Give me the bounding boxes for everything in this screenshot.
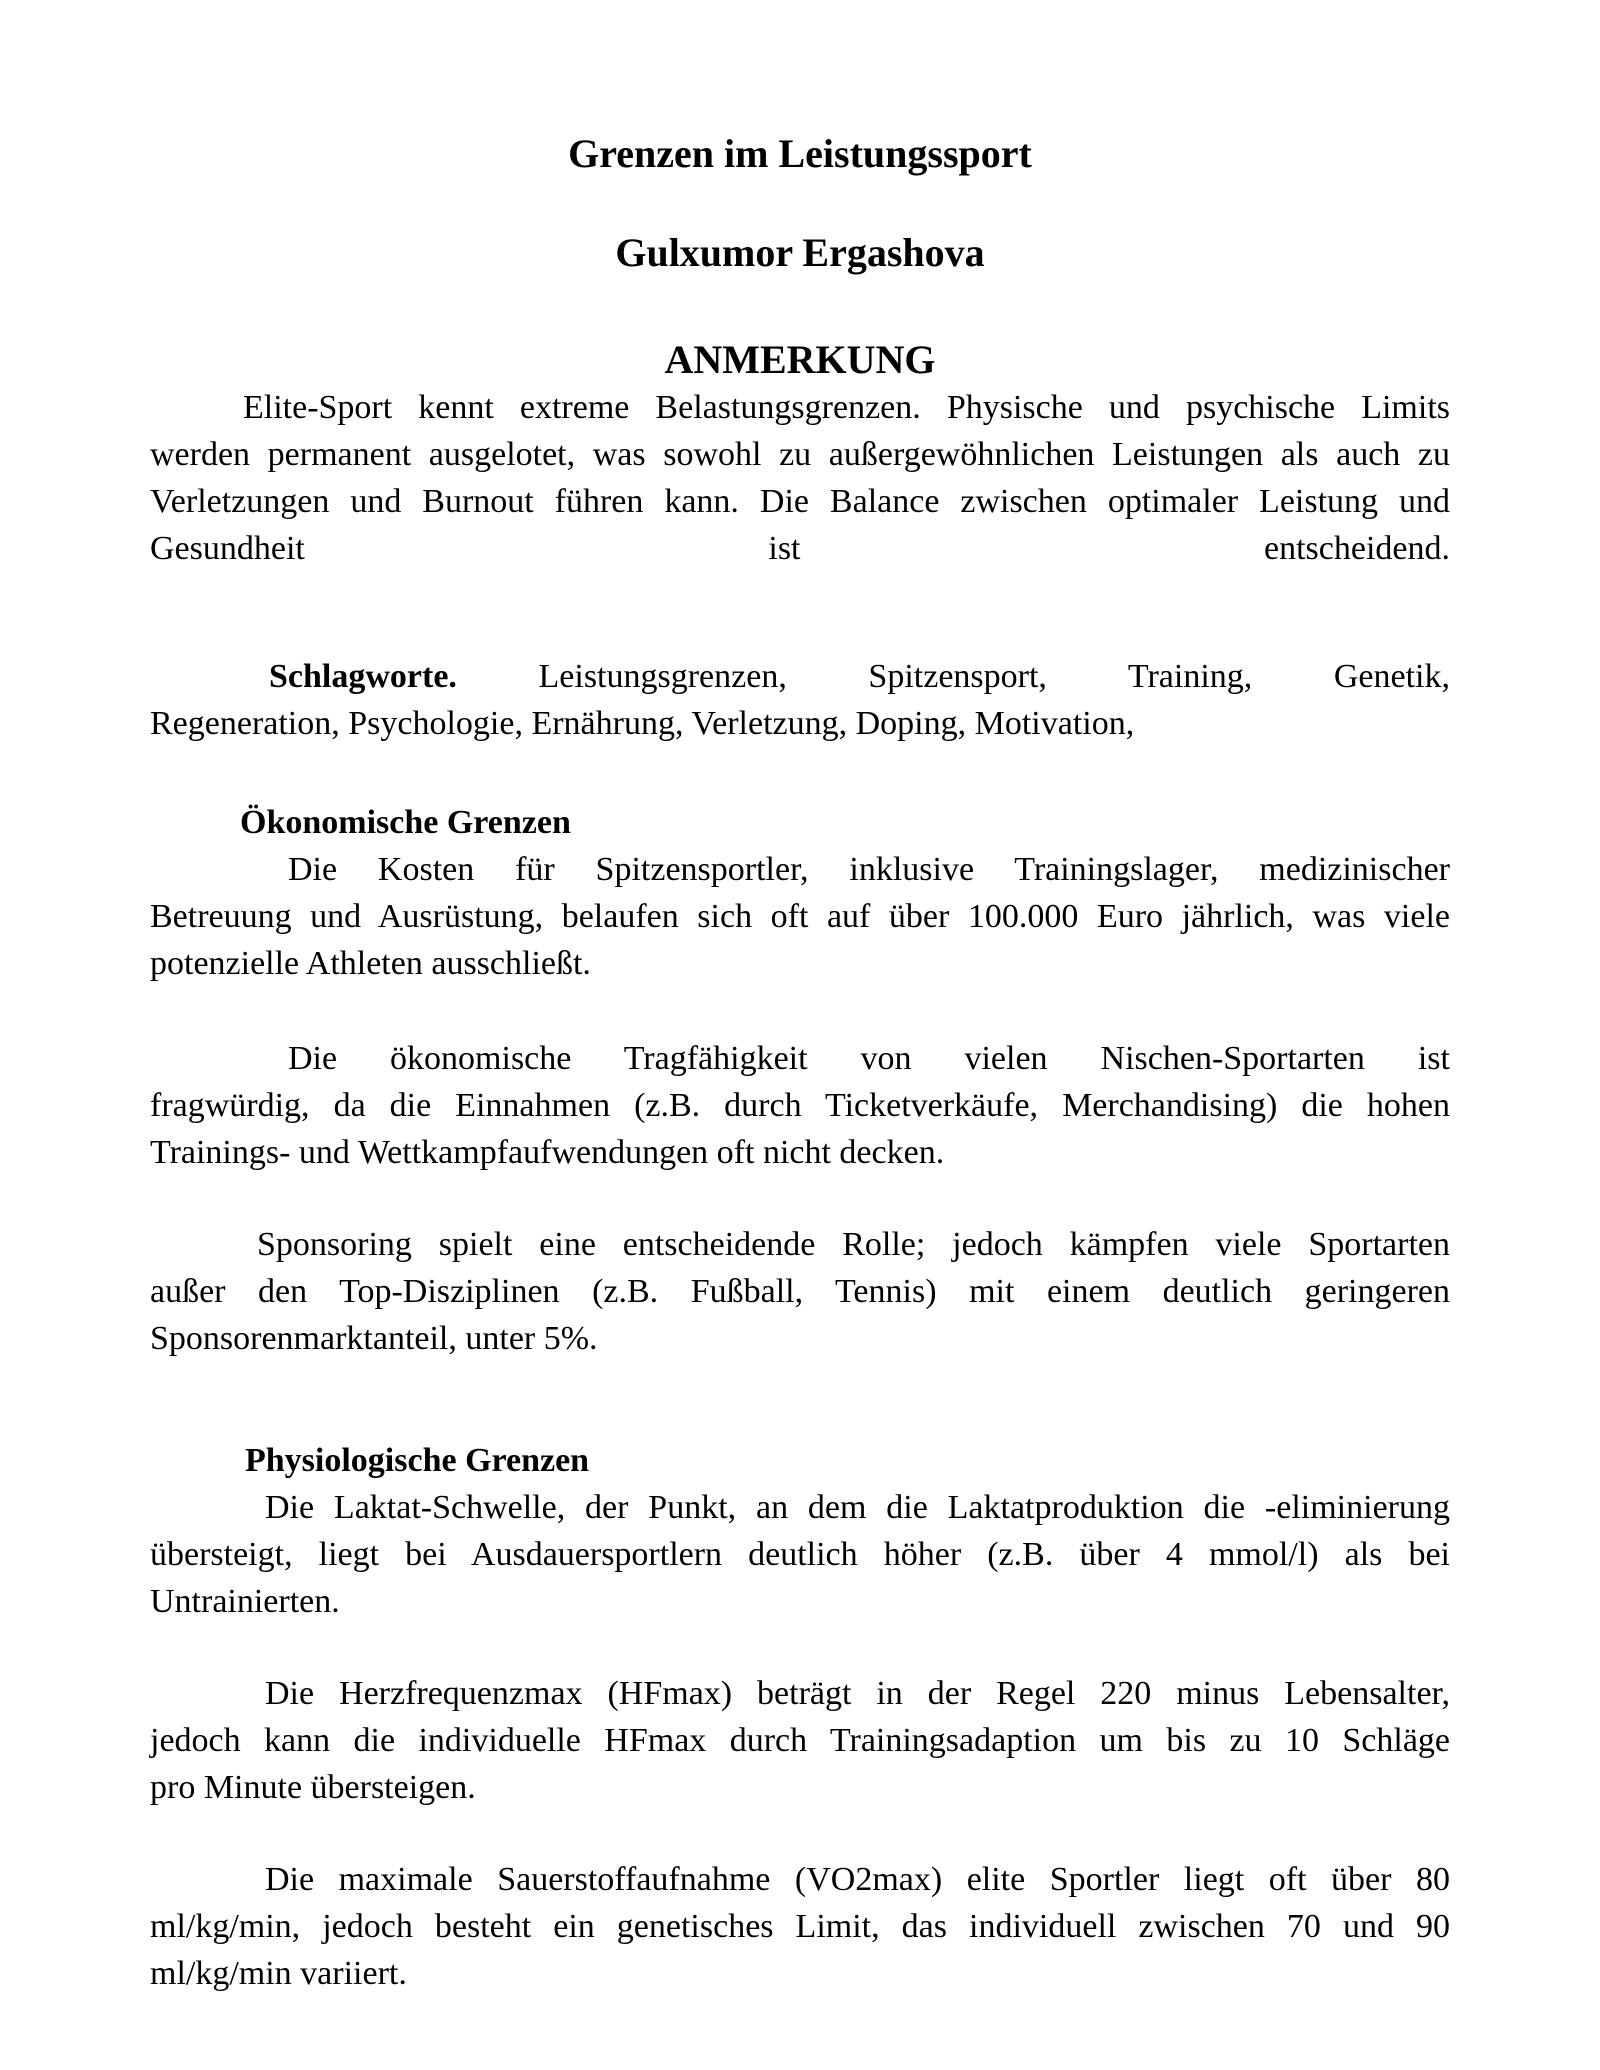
text-line: Sponsorenmarktanteil, unter 5%. xyxy=(150,1320,598,1357)
paragraph-physio-lactate xyxy=(150,1484,1450,1625)
text-line: jedoch kann die individuelle HFmax durch Trainingsadaption um bis zu 10 Schläge xyxy=(150,1722,1450,1759)
text-line: Die maximale Sauerstoffaufnahme (VO2max) elite Sportler liegt oft über 80 xyxy=(265,1861,1450,1898)
paragraph-economic-viability xyxy=(150,1035,1450,1176)
text-line: Die Laktat-Schwelle, der Punkt, an dem die Laktatproduktion die -eliminierung xyxy=(265,1489,1450,1526)
section-heading-physiological: Physiologische Grenzen xyxy=(245,1442,590,1479)
text-line: Die Kosten für Spitzensportler, inklusive Trainingslager, medizinischer xyxy=(288,851,1450,888)
paragraph-physio-vo2max xyxy=(150,1856,1450,1997)
paragraph-economic-sponsoring xyxy=(150,1221,1450,1362)
text-line: Regeneration, Psychologie, Ernährung, Verletzung, Doping, Motivation, xyxy=(150,705,1135,742)
paragraph-physio-heartrate xyxy=(150,1670,1450,1811)
text-line: fragwürdig, da die Einnahmen (z.B. durch Ticketverkäufe, Merchandising) die hohen xyxy=(150,1087,1450,1124)
text-line: Betreuung und Ausrüstung, belaufen sich oft auf über 100.000 Euro jährlich, was viele xyxy=(150,898,1450,935)
text-line: werden permanent ausgelotet, was sowohl zu außergewöhnlichen Leistungen als auch zu xyxy=(150,436,1450,473)
document-author: Gulxumor Ergashova xyxy=(615,230,985,275)
text-line: Die ökonomische Tragfähigkeit von vielen Nischen-Sportarten ist xyxy=(288,1040,1450,1077)
text-line: übersteigt, liegt bei Ausdauersportlern deutlich höher (z.B. über 4 mmol/l) als bei xyxy=(150,1536,1450,1573)
text-line: pro Minute übersteigen. xyxy=(150,1769,476,1806)
text-line: Die Herzfrequenzmax (HFmax) beträgt in der Regel 220 minus Lebensalter, xyxy=(265,1675,1450,1712)
text-line: potenzielle Athleten ausschließt. xyxy=(150,945,591,982)
text-line: außer den Top-Disziplinen (z.B. Fußball, Tennis) mit einem deutlich geringeren xyxy=(150,1273,1450,1310)
section-heading-economic: Ökonomische Grenzen xyxy=(240,804,571,841)
paragraph-economic-costs xyxy=(150,846,1450,987)
text-line: Sponsoring spielt eine entscheidende Rolle; jedoch kämpfen viele Sportarten xyxy=(257,1226,1450,1263)
text-line: Verletzungen und Burnout führen kann. Die Balance zwischen optimaler Leistung und xyxy=(150,483,1450,520)
text-line: Schlagworte. Leistungsgrenzen, Spitzensport, Training, Genetik, xyxy=(269,658,1450,695)
text-line: Elite-Sport kennt extreme Belastungsgrenzen. Physische und psychische Limits xyxy=(243,389,1450,426)
keywords-paragraph xyxy=(150,653,1450,747)
text-line: ml/kg/min, jedoch besteht ein genetisches Limit, das individuell zwischen 70 und 90 xyxy=(150,1908,1450,1945)
text-line: Untrainierten. xyxy=(150,1583,340,1620)
abstract-heading: ANMERKUNG xyxy=(664,337,936,382)
text-line: Gesundheit ist entscheidend. xyxy=(150,530,1450,567)
text-line: ml/kg/min variiert. xyxy=(150,1955,407,1992)
abstract-paragraph xyxy=(150,384,1450,572)
document-title: Grenzen im Leistungssport xyxy=(568,131,1032,176)
keywords-label: Schlagworte. xyxy=(269,658,457,695)
text-line: Trainings- und Wettkampfaufwendungen oft nicht decken. xyxy=(150,1134,945,1171)
